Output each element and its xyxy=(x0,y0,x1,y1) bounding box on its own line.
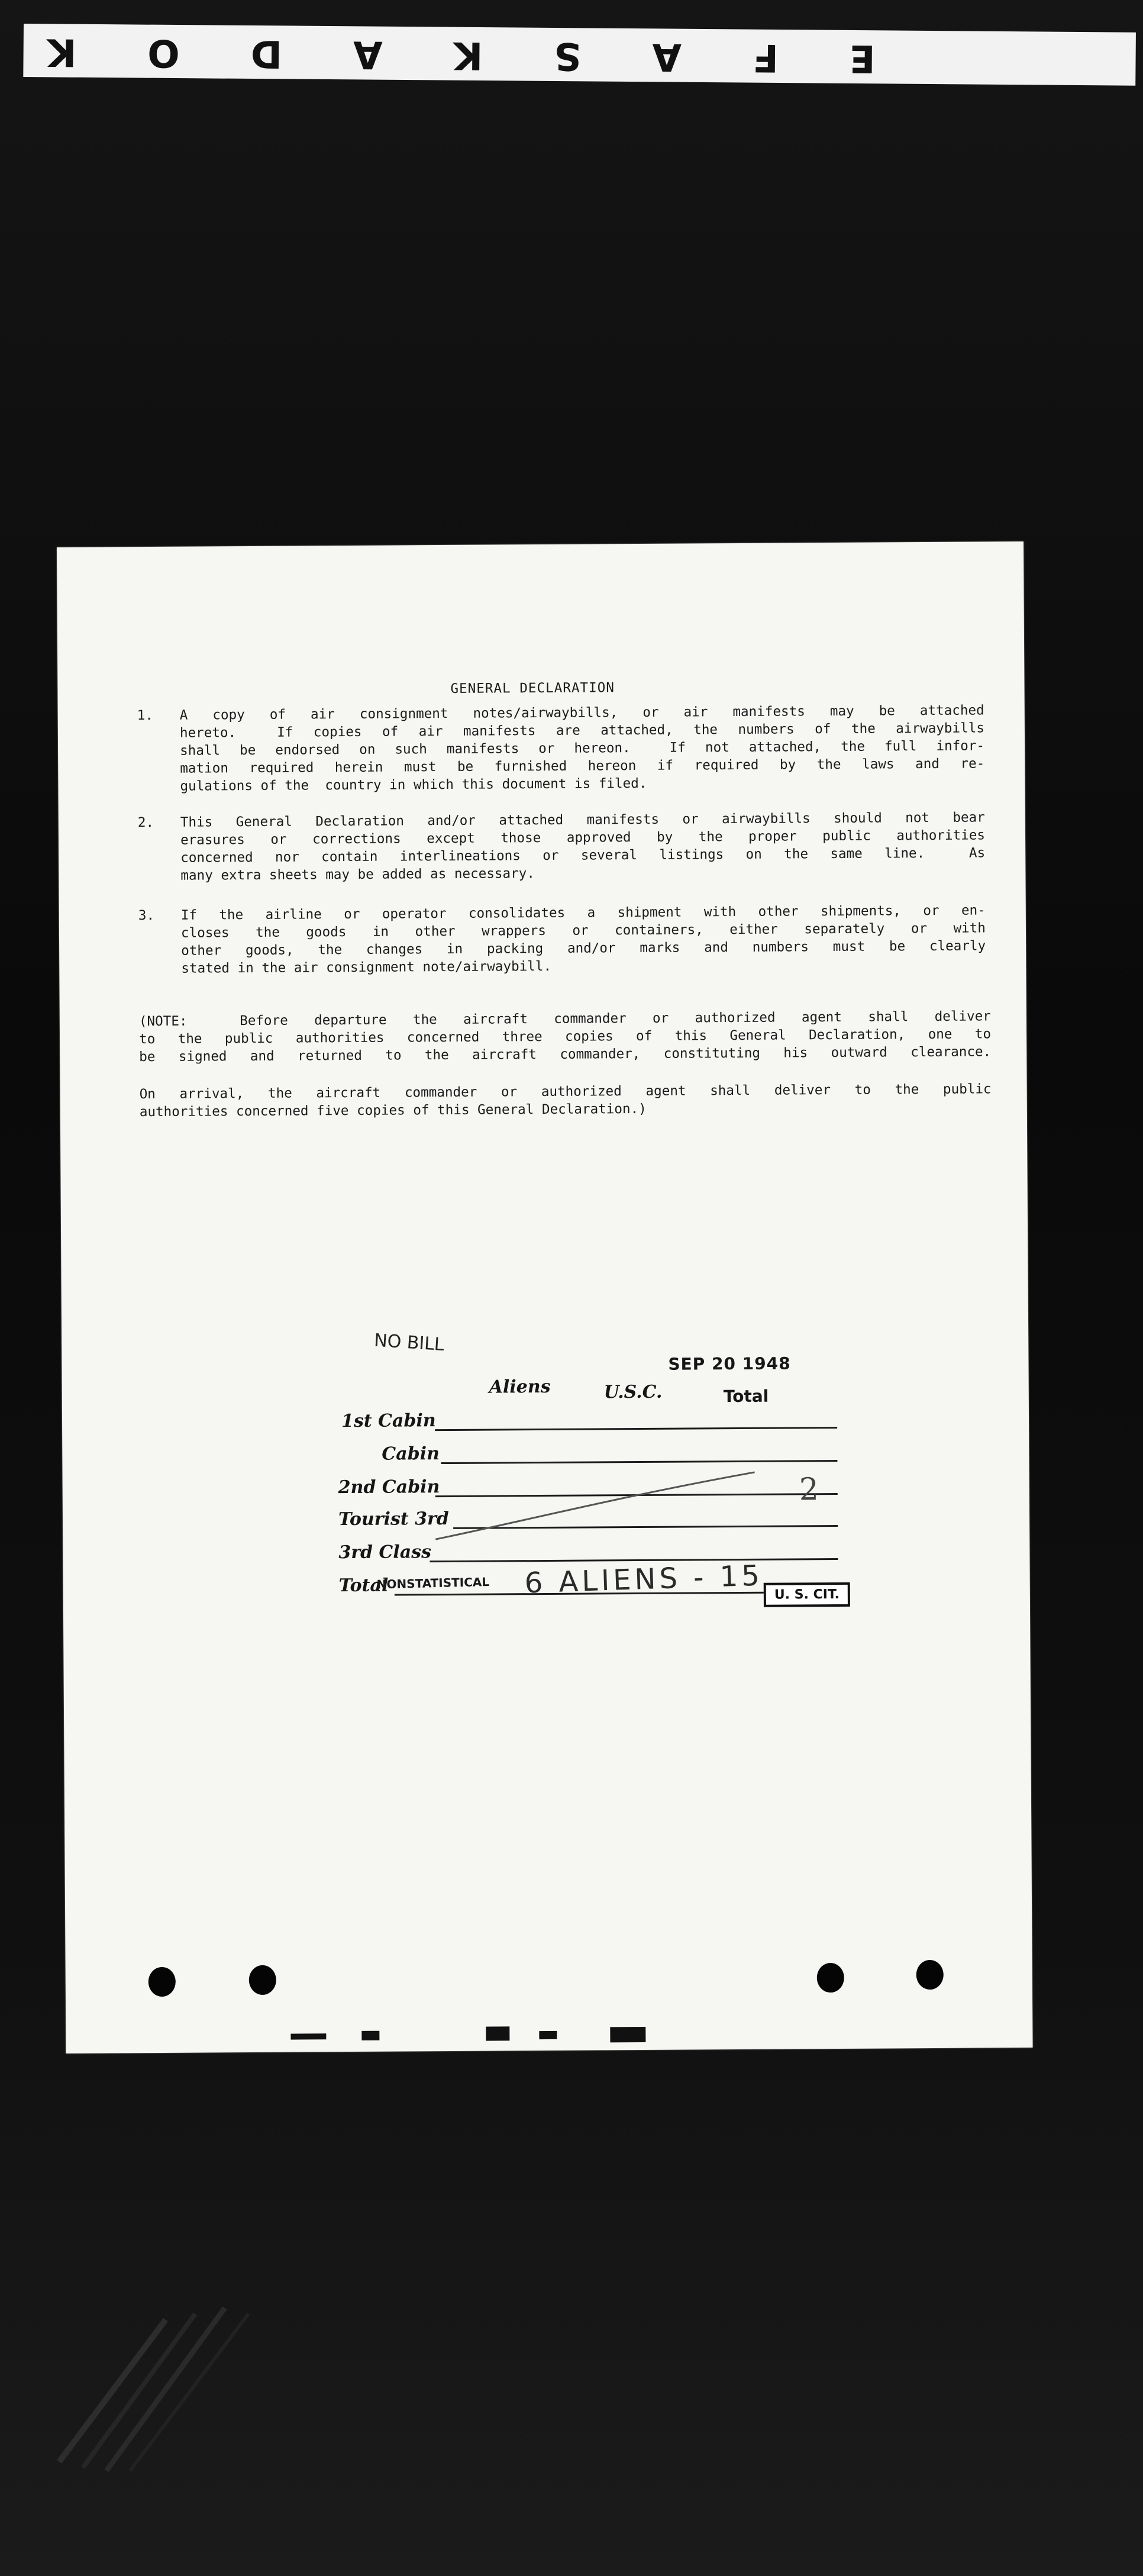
row-label-2nd-cabin: 2nd Cabin xyxy=(338,1476,440,1498)
film-edge-letter: F xyxy=(752,35,779,80)
punch-hole xyxy=(817,1963,844,1993)
item-line: shall be endorsed on such manifests or hereon. If not attached, the full infor- xyxy=(180,738,985,759)
item-number: 1. xyxy=(137,708,154,724)
bottom-edge-blots xyxy=(290,2023,716,2049)
handwritten-strike-line xyxy=(430,1466,761,1545)
item-line: concerned nor contain interlineations or several listings on the same line. As xyxy=(180,845,986,866)
declaration-item-2 xyxy=(138,808,990,891)
row-label-3rd-class: 3rd Class xyxy=(338,1542,432,1563)
item-number: 2. xyxy=(137,815,154,831)
row-label-total: Total xyxy=(338,1575,389,1597)
row-rule xyxy=(430,1558,838,1562)
us-citizen-stamp: U. S. CIT. xyxy=(764,1582,850,1607)
film-edge-letter: D xyxy=(250,31,283,76)
item-line: If the airline or operator consolidates a shipment with other shipments, or en- xyxy=(180,902,986,923)
item-text xyxy=(180,808,986,884)
film-edge-letter: A xyxy=(353,32,383,76)
item-line: erasures or corrections except those approved by the proper public authorities xyxy=(180,827,986,848)
film-edge-letter: E xyxy=(849,36,876,80)
item-line: A copy of air consignment notes/airwaybills, or air manifests may be attached xyxy=(179,702,984,723)
item-line: gulations of the country in which this document is filed. xyxy=(180,775,647,794)
punch-hole xyxy=(148,1967,176,1997)
film-edge-letter: S xyxy=(554,34,582,78)
item-line: hereto. If copies of air manifests are attached, the numbers of the airwaybills xyxy=(179,720,984,741)
row-label-tourist-3rd: Tourist 3rd xyxy=(338,1508,449,1530)
film-edge-letter: O xyxy=(147,30,180,75)
item-text xyxy=(181,901,986,977)
row-label-cabin: Cabin xyxy=(382,1443,440,1465)
item-line: mation required herein must be furnished hereon if required by the laws and re- xyxy=(180,756,985,776)
nonstatistical-stamp: NONSTATISTICAL xyxy=(376,1574,490,1592)
column-header-aliens: Aliens xyxy=(489,1376,551,1398)
document-page xyxy=(57,541,1033,2053)
film-edge-letter: A xyxy=(652,34,682,79)
declaration-item-3 xyxy=(138,901,991,984)
arrival-paragraph xyxy=(140,1080,992,1121)
punch-hole xyxy=(249,1965,276,1995)
date-stamp: SEP 20 1948 xyxy=(668,1353,791,1374)
handwritten-alien-count: 6 ALIENS - 15 xyxy=(524,1559,764,1600)
row-label-1st-cabin: 1st Cabin xyxy=(341,1410,436,1432)
item-line: stated in the air consignment note/airwaybill. xyxy=(181,958,552,976)
item-number: 3. xyxy=(138,908,155,924)
item-line: many extra sheets may be added as necessary. xyxy=(180,866,535,884)
declaration-item-1 xyxy=(137,701,990,801)
film-edge-strip xyxy=(23,24,1136,86)
note-line: be signed and returned to the aircraft commander, constituting his outward clearance. xyxy=(139,1044,992,1065)
arrival-line: On arrival, the aircraft commander or authorized agent shall deliver to the public xyxy=(139,1081,992,1102)
row-rule xyxy=(435,1427,837,1431)
handwritten-mark: 2 xyxy=(799,1472,819,1508)
column-header-usc: U.S.C. xyxy=(603,1381,663,1403)
film-light-streaks xyxy=(47,2249,296,2474)
film-edge-letter: K xyxy=(453,33,483,78)
punch-hole xyxy=(916,1960,944,1990)
note-line: to the public authorities concerned three copies of this General Declaration, one to xyxy=(139,1026,992,1047)
film-edge-letter: K xyxy=(47,30,77,74)
row-rule xyxy=(441,1460,837,1464)
note-paragraph xyxy=(139,1007,992,1066)
column-header-total: Total xyxy=(723,1386,769,1407)
item-line: closes the goods in other wrappers or containers, either separately or with xyxy=(180,920,986,941)
no-bill-stamp: NO BILL xyxy=(373,1330,445,1356)
item-line: This General Declaration and/or attached manifests or airwaybills should not bear xyxy=(180,810,985,830)
note-line: (NOTE: Before departure the aircraft commander or authorized agent shall deliver xyxy=(138,1008,991,1030)
item-text xyxy=(180,701,985,795)
arrival-line: authorities concerned five copies of this General Declaration.) xyxy=(139,1101,647,1120)
item-line: other goods, the changes in packing and/or marks and numbers must be clearly xyxy=(181,938,986,959)
document-title: GENERAL DECLARATION xyxy=(450,680,615,697)
film-edge-brand-text xyxy=(47,30,876,80)
